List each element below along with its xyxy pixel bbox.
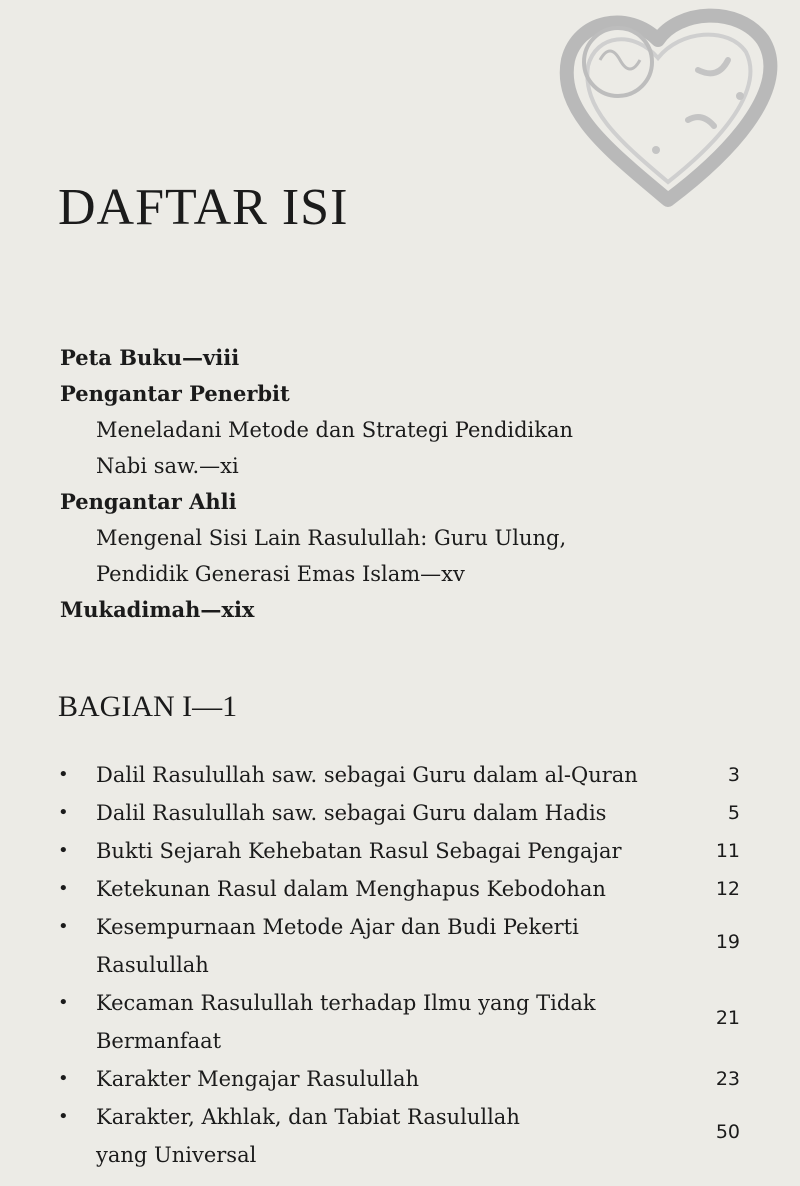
front-matter-line: Mengenal Sisi Lain Rasulullah: Guru Ulung,	[96, 526, 567, 550]
page-title: DAFTAR ISI	[58, 179, 349, 236]
toc-entry	[56, 756, 746, 794]
calligraphy-heart-ornament	[548, 0, 788, 210]
toc-page-number: 11	[715, 840, 740, 862]
toc-entry-text: Kesempurnaan Metode Ajar dan Budi Pekerti	[96, 915, 579, 939]
bullet-icon: •	[58, 1068, 69, 1089]
toc-page-number: 50	[715, 1121, 740, 1143]
front-matter-line: Pengantar Penerbit	[60, 381, 290, 406]
front-matter-line: Pendidik Generasi Emas Islam—xv	[96, 562, 465, 586]
toc-entry	[56, 832, 746, 870]
toc-entry	[56, 984, 746, 1060]
toc-page-number: 21	[715, 1007, 740, 1029]
front-matter-line: Peta Buku—viii	[60, 345, 240, 370]
bullet-icon: •	[58, 802, 69, 823]
toc-entry-text: Karakter, Akhlak, dan Tabiat Rasulullah	[96, 1105, 520, 1129]
bullet-icon: •	[58, 916, 69, 937]
toc-entry	[56, 1098, 746, 1174]
toc-entry-text: Dalil Rasulullah saw. sebagai Guru dalam Hadis	[96, 801, 607, 825]
toc-page-number: 5	[727, 802, 740, 824]
toc-entry-text: Dalil Rasulullah saw. sebagai Guru dalam al-Quran	[96, 763, 638, 787]
toc-entry-text: Rasulullah	[96, 953, 209, 977]
toc-entry-text: Ketekunan Rasul dalam Menghapus Kebodohan	[96, 877, 606, 901]
toc-entry	[56, 908, 746, 984]
toc-entry-text: Karakter Mengajar Rasulullah	[96, 1067, 420, 1091]
toc-entry	[56, 870, 746, 908]
toc-entry	[56, 1060, 746, 1098]
bullet-icon: •	[58, 840, 69, 861]
bullet-icon: •	[58, 992, 69, 1013]
front-matter-line: Nabi saw.—xi	[96, 454, 239, 478]
front-matter-line: Meneladani Metode dan Strategi Pendidikan	[96, 418, 574, 442]
toc-entry-text: Kecaman Rasulullah terhadap Ilmu yang Tidak	[96, 991, 596, 1015]
front-matter-line: Pengantar Ahli	[60, 489, 237, 514]
bullet-icon: •	[58, 878, 69, 899]
toc-list	[56, 756, 746, 1174]
bullet-icon: •	[58, 1106, 69, 1127]
front-matter-list	[60, 340, 760, 628]
toc-page-number: 23	[715, 1068, 740, 1090]
toc-page-number: 19	[715, 931, 740, 953]
bullet-icon: •	[58, 764, 69, 785]
toc-entry-text: Bermanfaat	[96, 1029, 222, 1053]
toc-entry-text: Bukti Sejarah Kehebatan Rasul Sebagai Pengajar	[96, 839, 622, 863]
toc-page-number: 12	[715, 878, 740, 900]
toc-entry-text: yang Universal	[96, 1143, 257, 1167]
toc-entry	[56, 794, 746, 832]
front-matter-line: Mukadimah—xix	[60, 597, 255, 622]
toc-page-number: 3	[727, 764, 740, 786]
part-title: BAGIAN I—1	[58, 690, 238, 723]
